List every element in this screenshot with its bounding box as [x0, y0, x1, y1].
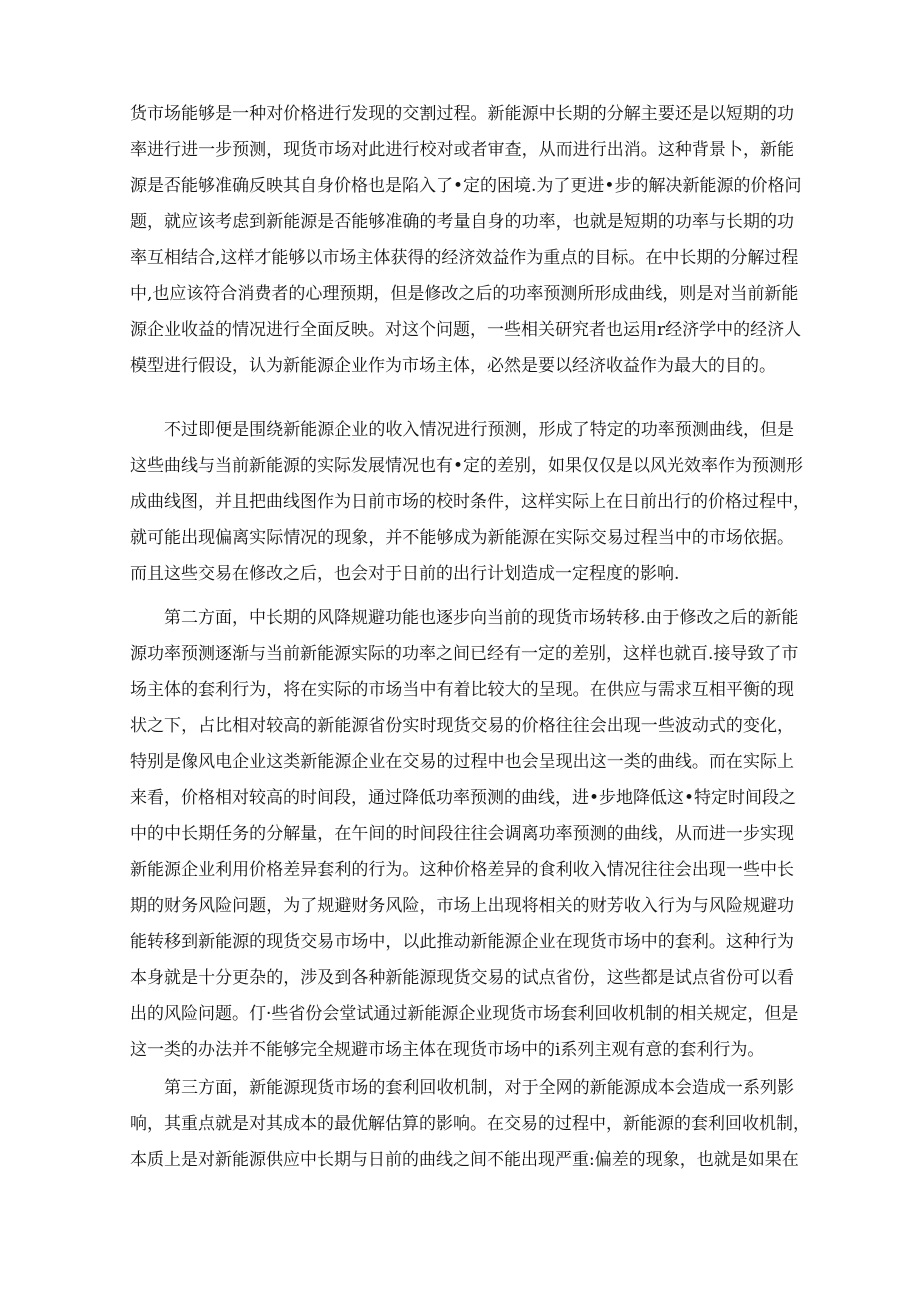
text-line: 不过即便是围绕新能源企业的收入情况进行预测，形成了特定的功率预测曲线，但是	[164, 420, 794, 440]
paragraph-3	[130, 600, 799, 1068]
text-line: 模型进行假设，认为新能源企业作为市场主体，必然是要以经济收益作为最大的目的。	[130, 356, 776, 376]
text-line: 出的风险问题。仃·些省份会堂试通过新能源企业现货市场套利回收机制的相关规定，但是	[130, 1004, 799, 1024]
text-line: 本质上是对新能源供应中长期与日前的曲线之间不能出现严重:偏差的现象，也就是如果在	[130, 1150, 799, 1170]
text-line: 响，其重点就是对其成本的最优解估算的影响。在交易的过程中，新能源的套利回收机制，	[130, 1114, 810, 1134]
text-line: 这些曲线与当前新能源的实际发展情况也有•定的差别，如果仅仅是以风光效率作为预测形	[130, 456, 804, 476]
text-line: 源是否能够准确反映其自身价格也是陷入了•定的困境.为了更进•步的解决新能源的价格问	[130, 176, 802, 196]
text-line: 第三方面，新能源现货市场的套利回收机制，对于全网的新能源成本会造成一系列影	[164, 1078, 794, 1098]
text-line: 就可能出现偏离实际情况的现象，并不能够成为新能源在实际交易过程当中的市场依据。	[130, 528, 794, 548]
text-line: 能转移到新能源的现货交易市场中，以此推动新能源企业在现货市场中的套利。这种行为	[130, 932, 794, 952]
text-line: 期的财务风险问题，为了规避财务风险，市场上出现将相关的财芳收入行为与风险规避功	[130, 896, 794, 916]
text-line: 率进行进一步预测，现货市场对此进行校对或者审查，从而进行出消。这种背景卜，新能	[130, 140, 794, 160]
text-line: 题，就应该考虑到新能源是否能够准确的考量自身的功率，也就是短期的功率与长期的功	[130, 212, 794, 232]
text-line: 货市场能够是一种对价格进行发现的交割过程。新能源中长期的分解主要还是以短期的功	[130, 104, 794, 124]
text-line: 而且这些交易在修改之后，也会对于日前的出行计划造成一定程度的影响.	[130, 564, 680, 584]
text-line: 中的中长期任务的分解量，在午间的时间段往往会调离功率预测的曲线，从而进一步实现	[130, 824, 794, 844]
text-line: 成曲线图，并且把曲线图作为日前市场的校时条件，这样实际上在日前出行的价格过程中，	[130, 492, 810, 512]
text-line: 中,也应该符合消费者的心理预期，但是修改之后的功率预测所形成曲线，则是对当前新能	[130, 284, 799, 304]
paragraph-2	[130, 412, 810, 592]
text-line: 源功率预测逐渐与当前新能源实际的功率之间已经有一定的差别，这样也就百.接导致了市	[130, 644, 799, 664]
text-line: 特别是像风电企业这类新能源企业在交易的过程中也会呈现出这一类的曲线。而在实际上	[130, 752, 794, 772]
text-line: 新能源企业利用价格差异套利的行为。这种价格差异的食利收入情况往往会出现一些中长	[130, 860, 794, 880]
text-line: 这一类的办法并不能够完全规避市场主体在现货市场中的i系列主观有意的套利行为。	[130, 1040, 765, 1060]
text-line: 场主体的套利行为，将在实际的市场当中有着比较大的呈现。在供应与需求互相平衡的现	[130, 680, 794, 700]
text-line: 本身就是十分更杂的，涉及到各种新能源现货交易的试点省份，这些都是试点省份可以看	[130, 968, 794, 988]
paragraph-1	[130, 96, 802, 384]
text-line: 状之下，占比相对较高的新能源省份实时现货交易的价格往往会出现一些波动式的变化，	[130, 716, 794, 736]
text-line: 来看，价格相对较高的时间段，通过降低功率预测的曲线，进•步地降低这•特定时间段之	[130, 788, 797, 808]
text-line: 源企业收益的情况进行全面反映。对这个问题，一些相关研究者也运用r经济学中的经济人	[130, 320, 802, 340]
paragraph-4	[130, 1070, 810, 1178]
text-line: 率互相结合,这样才能够以市场主体获得的经济效益作为重点的目标。在中长期的分解过程	[130, 248, 799, 268]
text-line: 第二方面，中长期的风降规避功能也逐步向当前的现货市场转移.由于修改之后的新能	[164, 608, 799, 628]
